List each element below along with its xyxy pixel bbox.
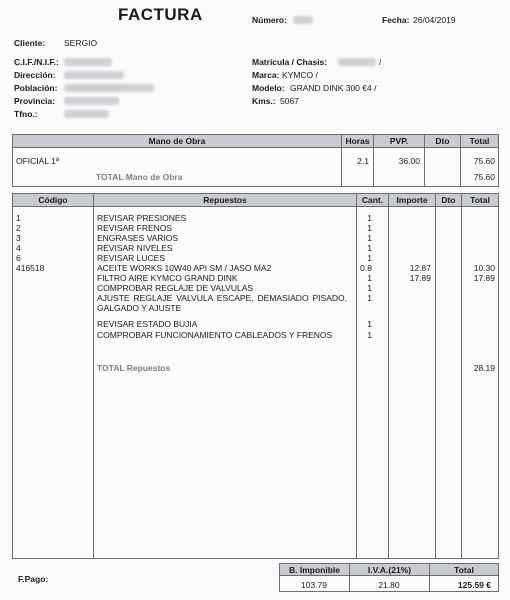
base-label: B. Imponible [280, 564, 350, 575]
part-desc: ENGRASES VARIOS [97, 233, 179, 243]
part-code: 6 [16, 253, 21, 263]
provincia-label: Provincia: [14, 96, 56, 106]
labor-row-total: 75.60 [473, 156, 495, 166]
modelo-label: Modelo: [252, 83, 285, 93]
tfno-redacted [64, 110, 109, 118]
part-code: 2 [16, 223, 21, 233]
kms-label: Kms.: [252, 96, 276, 106]
part-cant: 1 [367, 273, 372, 283]
numero-label: Número: [252, 15, 287, 25]
parts-header-codigo: Código [13, 194, 94, 206]
labor-header-pvp: PVP. [374, 135, 425, 147]
parts-total-label: TOTAL Repuestos [97, 363, 171, 373]
labor-header-desc: Mano de Obra [13, 135, 342, 147]
part-cant: 1 [367, 213, 372, 223]
part-cant: 1 [367, 319, 372, 329]
part-desc: REVISAR ESTADO BUJIA [97, 319, 198, 329]
iva-value: 21.80 [378, 580, 400, 590]
labor-row-pvp: 36.00 [398, 156, 420, 166]
cliente-value: SERGIO [64, 38, 98, 48]
tfno-label: Tfno.: [14, 109, 38, 119]
part-desc: AJUSTE REGLAJE VALVULA ESCAPE, DEMASIADO PISADO, GALGADO Y AJUSTE [97, 293, 347, 313]
total-label: Total [454, 564, 474, 575]
part-desc: REVISAR PRESIONES [97, 213, 187, 223]
part-importe: 12.87 [409, 263, 431, 273]
fecha-label: Fecha: [382, 15, 410, 25]
cliente-label: Cliente: [14, 38, 46, 48]
total-value: 125.59 € [457, 580, 491, 590]
fecha-value: 26/04/2019 [413, 15, 456, 25]
invoice-title: FACTURA [118, 5, 203, 24]
poblacion-redacted [64, 84, 154, 92]
part-code: 3 [16, 233, 21, 243]
labor-header-horas: Horas [342, 135, 374, 147]
part-desc: COMPROBAR FUNCIONAMIENTO CABLEADOS Y FRENOS [97, 330, 333, 340]
part-importe: 17.89 [409, 273, 431, 283]
part-total: 17.89 [473, 273, 495, 283]
part-total: 10.30 [473, 263, 495, 273]
part-desc: REVISAR LUCES [97, 253, 166, 263]
labor-row-desc: OFICIAL 1ª [16, 156, 59, 166]
part-code: 416518 [16, 263, 45, 273]
parts-header-desc: Repuestos [94, 194, 357, 206]
matricula-suffix: / [379, 57, 382, 67]
part-desc: COMPROBAR REGLAJE DE VALVULAS [97, 283, 254, 293]
part-cant: 1 [367, 223, 372, 233]
numero-redacted [293, 16, 313, 24]
part-code: 1 [16, 213, 21, 223]
parts-header-cant: Cant. [357, 194, 389, 206]
cif-label: C.I.F./N.I.F.: [14, 57, 59, 67]
iva-label: I.V.A.(21%) [350, 564, 430, 575]
marca-label: Marca: [252, 70, 280, 80]
kms-value: 5067 [280, 96, 299, 106]
parts-total-value: 28.19 [473, 363, 495, 373]
part-desc: REVISAR FRENOS [97, 223, 173, 233]
poblacion-label: Población: [14, 83, 58, 93]
part-cant: 1 [367, 243, 372, 253]
labor-row-horas: 2.1 [357, 156, 369, 166]
parts-header-importe: Importe [389, 194, 436, 206]
matricula-redacted [338, 58, 376, 66]
parts-header-dto: Dto [436, 194, 462, 206]
part-code: 4 [16, 243, 21, 253]
parts-header [12, 193, 499, 207]
labor-header-dto: Dto [425, 135, 461, 147]
labor-header-total: Total [469, 136, 490, 146]
cif-redacted [64, 58, 112, 66]
labor-header [12, 134, 499, 148]
part-cant: 1 [367, 293, 372, 303]
modelo-value: GRAND DINK 300 €4 / [290, 83, 377, 93]
part-cant: 1 [367, 253, 372, 263]
part-desc: FILTRO AIRE KYMCO GRAND DINK [97, 273, 238, 283]
part-cant: 1 [367, 283, 372, 293]
part-cant: 1 [367, 330, 372, 340]
provincia-redacted [64, 97, 119, 105]
parts-header-total: Total [470, 195, 490, 205]
matricula-label: Matrícula / Chasis: [252, 57, 328, 67]
base-value: 103.79 [301, 580, 327, 590]
part-cant: 0.8 [360, 263, 372, 273]
marca-value: KYMCO / [282, 70, 318, 80]
part-desc: REVISAR NIVELES [97, 243, 173, 253]
part-cant: 1 [367, 233, 372, 243]
labor-total-value: 75.60 [473, 172, 495, 182]
direccion-label: Dirección: [14, 70, 56, 80]
part-desc: ACEITE WORKS 10W40 API SM / JASO MA2 [97, 263, 272, 273]
fpago-label: F.Pago: [18, 574, 49, 584]
totals-header [279, 563, 499, 576]
labor-total-label: TOTAL Mano de Obra [96, 172, 183, 182]
direccion-redacted [64, 71, 124, 79]
